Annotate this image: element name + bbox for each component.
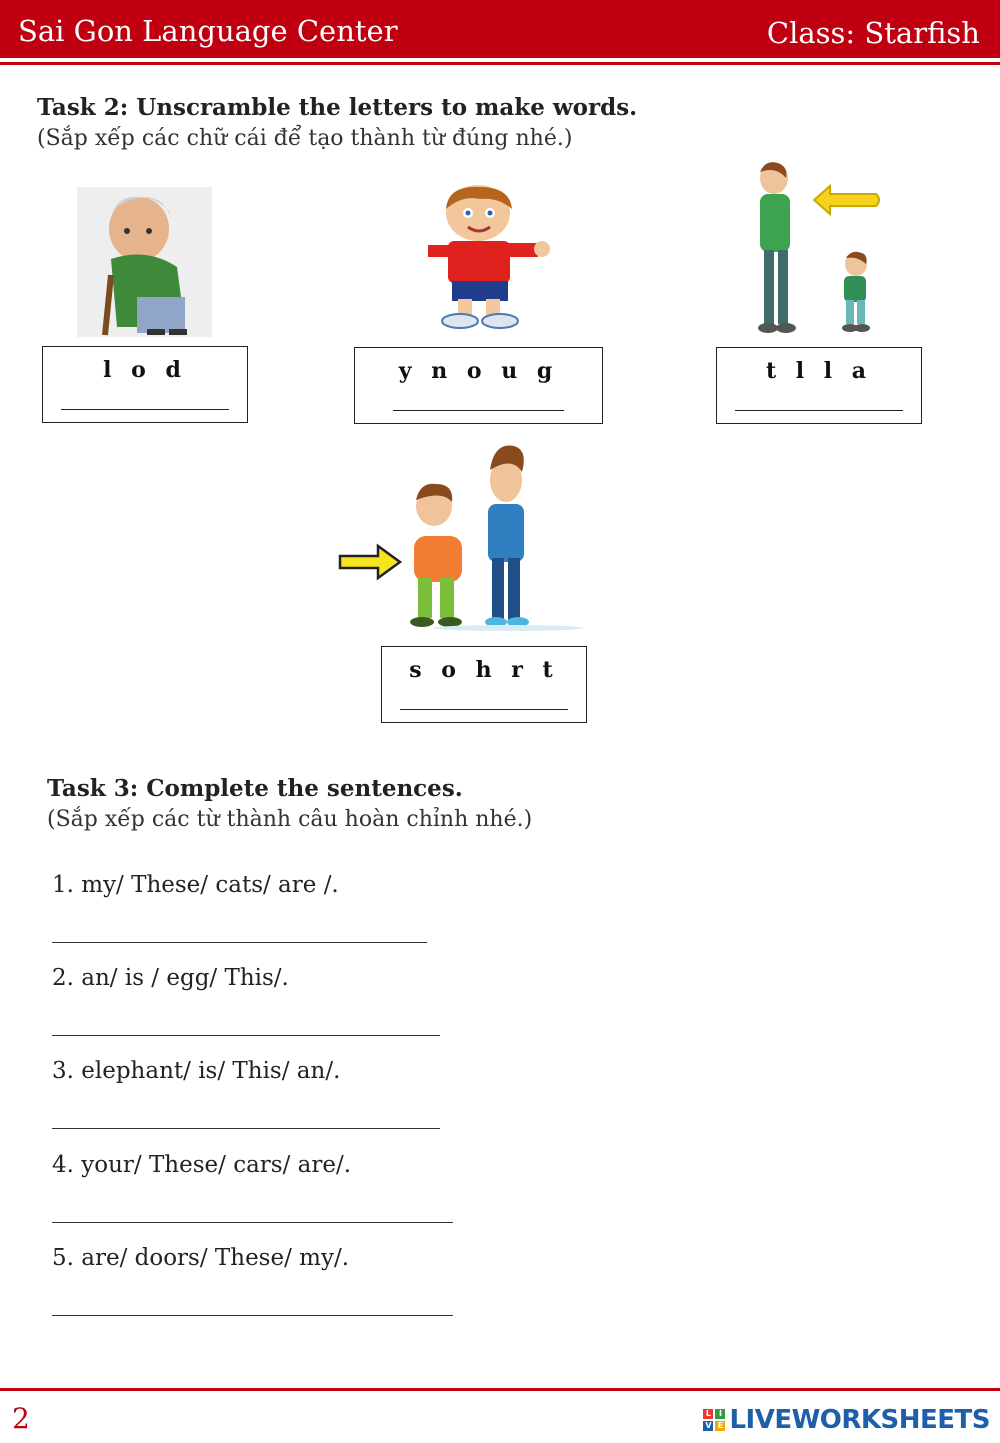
liveworksheets-logo — [703, 1402, 990, 1438]
question-4: 4. your/ These/ cars/ are/. — [52, 1152, 352, 1178]
question-2: 2. an/ is / egg/ This/. — [52, 965, 289, 991]
school-name: Sai Gon Language Center — [18, 14, 398, 48]
question-3: 3. elephant/ is/ This/ an/. — [52, 1058, 341, 1084]
answer-line-2[interactable] — [52, 1035, 440, 1036]
answer-line-1[interactable] — [52, 942, 427, 943]
page-number: 2 — [12, 1402, 30, 1435]
young-boy-image — [418, 183, 553, 333]
unscramble-box-2 — [354, 347, 603, 424]
scrambled-letters: l o d — [103, 357, 187, 383]
answer-line-4[interactable] — [52, 1222, 453, 1223]
page-header — [0, 0, 1000, 58]
footer-divider — [0, 1388, 1000, 1391]
answer-blank[interactable] — [735, 410, 903, 411]
task2-title: Task 2: Unscramble the letters to make words. — [37, 94, 638, 121]
unscramble-box-1 — [42, 346, 248, 423]
logo-text: LIVEWORKSHEETS — [729, 1405, 990, 1435]
answer-line-5[interactable] — [52, 1315, 453, 1316]
answer-blank[interactable] — [400, 709, 568, 710]
question-5: 5. are/ doors/ These/ my/. — [52, 1245, 350, 1271]
logo-mark-icon: L I V E — [703, 1409, 725, 1431]
short-boy-image — [338, 440, 583, 632]
unscramble-box-4 — [381, 646, 587, 723]
old-man-image — [77, 187, 212, 337]
task2-subtitle: (Sắp xếp các chữ cái để tạo thành từ đúng nhé.) — [37, 126, 573, 151]
answer-line-3[interactable] — [52, 1128, 440, 1129]
scrambled-letters: y n o u g — [398, 358, 559, 384]
task3-subtitle: (Sắp xếp các từ thành câu hoàn chỉnh nhé.) — [47, 807, 533, 832]
answer-blank[interactable] — [61, 409, 229, 410]
scrambled-letters: s o h r t — [409, 657, 559, 683]
tall-man-image — [746, 160, 886, 338]
class-label: Class: Starfish — [766, 16, 980, 50]
task3-title: Task 3: Complete the sentences. — [47, 775, 463, 802]
unscramble-box-3 — [716, 347, 922, 424]
question-1: 1. my/ These/ cats/ are /. — [52, 872, 339, 898]
header-divider — [0, 62, 1000, 65]
answer-blank[interactable] — [393, 410, 564, 411]
scrambled-letters: t l l a — [765, 358, 873, 384]
